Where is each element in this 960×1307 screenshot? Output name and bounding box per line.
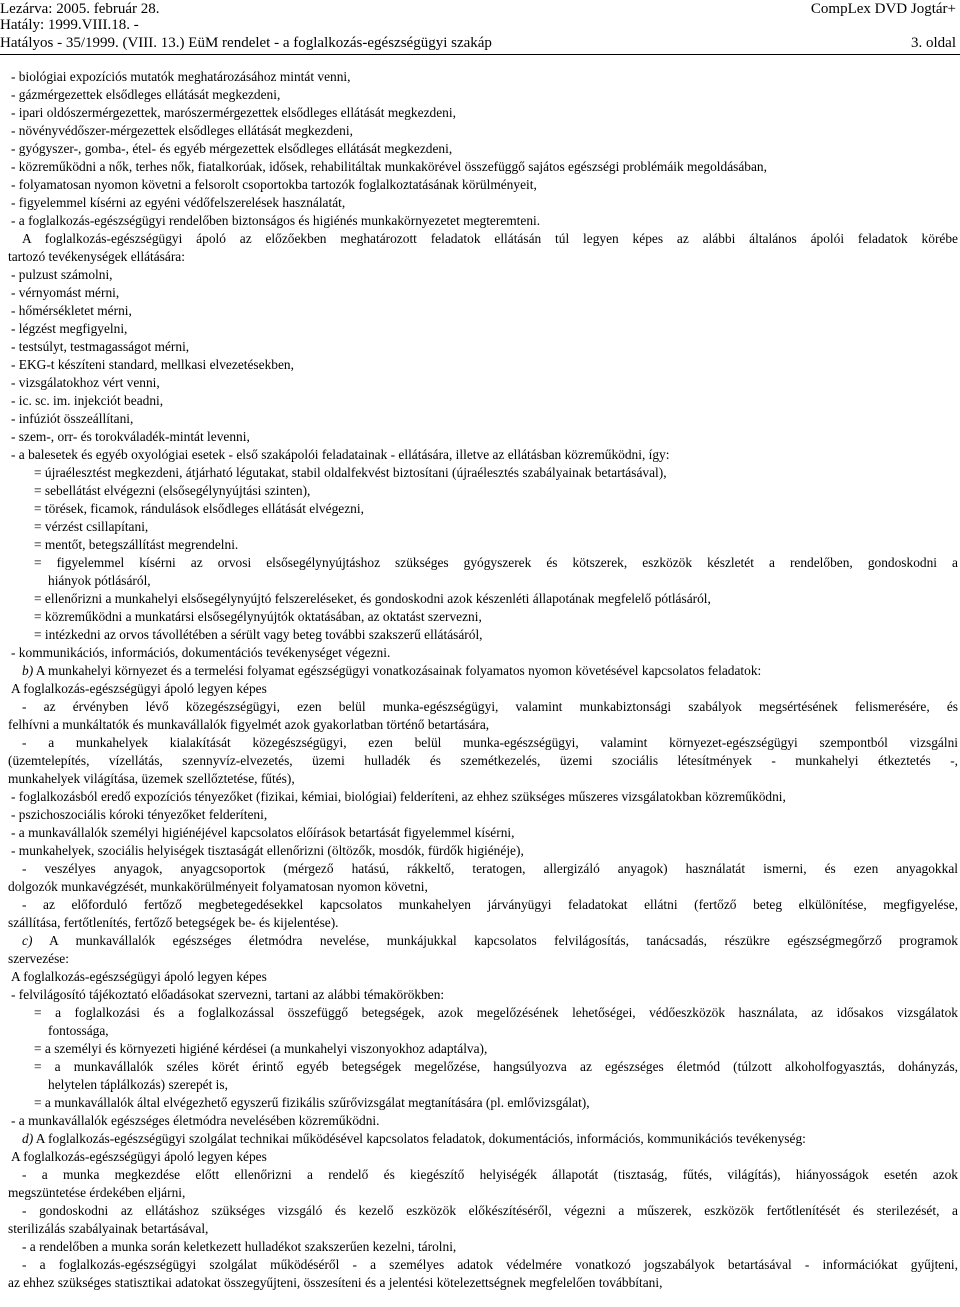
text-line: az ehhez szükséges statisztikai adatokat összegyűjteni, összesíteni és a jelentési kötelezettségnek megfelelően továbbítani, [8, 1275, 663, 1290]
text-line: - a munka megkezdése előtt ellenőrizni a rendelő és kiegészítő helyiségék állapotát (tisztaság, fűtés, világítás), hiányosságok esetén azok [22, 1167, 958, 1182]
text-line: - a rendelőben a munka során keletkezett hulladékot szakszerűen kezelni, tárolni, [22, 1239, 457, 1254]
section-letter: d) [22, 1131, 34, 1146]
text-line: = mentőt, betegszállítást megrendelni. [34, 537, 239, 552]
text-line: = törések, ficamok, rándulások elsődleges ellátását elvégezni, [34, 501, 364, 516]
text-line: hiányok pótlásáról, [48, 573, 151, 588]
text-line: - gondoskodni az ellátáshoz szükséges vizsgáló és kezelő eszközök előkészítéséről, végezni a műszerek, eszközök fertőtlenítését és sterilezését, a [22, 1203, 958, 1218]
text-line: - ic. sc. im. injekciót beadni, [11, 393, 164, 408]
text-line: sterilizálás szabályainak betartásával, [8, 1221, 209, 1236]
text-line: - folyamatosan nyomon követni a felsorolt csoportokba tartozók foglalkoztatásának körülményeit, [11, 177, 537, 192]
text-line: - közreműködni a nők, terhes nők, fiatalkorúak, idősek, rehabilitáltak munkakörével összefüggő sajátos egészségi problémáik megoldásában, [11, 159, 767, 174]
text-line: - kommunikációs, információs, dokumentációs tevékenységet végezni. [11, 645, 391, 660]
text-line: - a munkahelyek kialakítását közegészségügyi, ezen belül munka-egészségügyi, valamint környezet-egészségügyi szempontból vizsgálni [22, 735, 958, 750]
text-line: A foglalkozás-egészségügyi ápoló az előzőekben meghatározott feladatok ellátásán túl legyen képes az alábbi általános ápolói feladatok körébe [22, 231, 958, 246]
text-line: szervezése: [8, 951, 69, 966]
text-line: - vizsgálatokhoz vért venni, [11, 375, 160, 390]
text-line: - a balesetek és egyéb oxyológiai esetek - első szakápolói feladatainak - ellátására, illetve az ellátásban közreműködni, így: [11, 447, 670, 462]
text-line: - növényvédőszer-mérgezettek elsődleges ellátását megkezdeni, [11, 123, 353, 138]
text-line: - veszélyes anyagok, anyagcsoportok (mérgező hatású, rákkeltő, teratogen, allergizáló anyagok) használatát ismerni, és ezen anyagokkal [22, 861, 958, 876]
text-line: = a személyi és környezeti higiéné kérdései (a munkahelyi viszonyokhoz adaptálva), [34, 1041, 488, 1056]
text-line: = közreműködni a munkatársi elsősegélynyújtók oktatásában, az oktatást szervezni, [34, 609, 482, 624]
text-line: szállítása, fertőtlenítés, fertőző betegségek be- és kijelentése). [8, 915, 339, 930]
text-line: - testsúlyt, testmagasságot mérni, [11, 339, 190, 354]
text-line: - hőmérsékletet mérni, [11, 303, 132, 318]
text-line: = a munkavállalók által elvégezhető egyszerű fizikális szűrővizsgálat megtanítására (pl. emlővizsgálat), [34, 1095, 590, 1110]
text-line: - biológiai expozíciós mutatók meghatározásához mintát venni, [11, 69, 351, 84]
text-line: - felvilágosító tájékoztató előadásokat szervezni, tartani az alábbi témakörökben: [11, 987, 445, 1002]
section-letter: b) [22, 663, 34, 678]
text-line: - az előforduló fertőző megbetegedésekkel kapcsolatos munkahelyen járványügyi feladatokat ellátni (fertőző beteg elkülönítése, megfigyelése, [22, 897, 958, 912]
text-line: dolgozók munkavégzését, munkakörülményeit folyamatosan nyomon követni, [8, 879, 428, 894]
text-line: d) A foglalkozás-egészségügyi szolgálat technikai működésével kapcsolatos feladatok, dokumentációs, információs, kommunikációs tevékenység: [22, 1131, 806, 1146]
section-letter: c) [22, 933, 33, 948]
text-line: = a foglalkozási és a foglalkozással összefüggő betegségek, azok megelőzésének lehetőségei, védőeszközök használata, az idősakos vizsgálatok [34, 1005, 958, 1020]
text-line: felhívni a munkáltatók és munkavállalók figyelmét azok gyakorlatban történő betartására, [8, 717, 490, 732]
text-line: megszüntetése érdekében eljárni, [8, 1185, 186, 1200]
text-line: - vérnyomást mérni, [11, 285, 120, 300]
effective-period: Hatály: 1999.VIII.18. - [0, 17, 139, 33]
text-line: - pulzust számolni, [11, 267, 113, 282]
text-line: - gyógyszer-, gomba-, étel- és egyéb mérgezettek elsődleges ellátását megkezdeni, [11, 141, 453, 156]
regulation-title: Hatályos - 35/1999. (VIII. 13.) EüM rendelet - a foglalkozás-egészségügyi szakáp [0, 35, 492, 51]
text-line: - foglalkozásból eredő expozíciós tényezőket (fizikai, kémiai, biológiai) felderíteni, az ehhez szükséges műszeres vizsgálatokban közreműködni, [11, 789, 786, 804]
text-line: = a munkavállalók széles körét érintő egyéb betegségek megelőzése, hangsúlyozva az egészséges életmód (túlzott alkoholfogyasztás, dohányzás, [34, 1059, 958, 1074]
text-line: - a munkavállalók személyi higiénéjével kapcsolatos előírások betartását figyelemmel kísérni, [11, 825, 515, 840]
text-line: fontossága, [48, 1023, 109, 1038]
text-line: - légzést megfigyelni, [11, 321, 128, 336]
closing-date: Lezárva: 2005. február 28. [0, 1, 160, 17]
text-line: = figyelemmel kísérni az orvosi elsősegélynyújtáshoz szükséges gyógyszerek és kötszerek, eszközök készletét a rendelőben, gondoskodni a [34, 555, 958, 570]
text-line: tartozó tevékenységek ellátására: [8, 249, 185, 264]
text-line: = sebellátást elvégezni (elsősegélynyújtási szinten), [34, 483, 311, 498]
text-line: = intézkedni az orvos távollétében a sérült vagy beteg további szakszerű ellátásáról, [34, 627, 483, 642]
text-line: - gázmérgezettek elsődleges ellátását megkezdeni, [11, 87, 281, 102]
text-line: - szem-, orr- és torokváladék-mintát levenni, [11, 429, 250, 444]
text-line: - az érvényben lévő közegészségügyi, ezen belül munka-egészségügyi, valamint munkabiztonsági szabályok megsértésének felismerésére, és [22, 699, 958, 714]
text-line: A foglalkozás-egészségügyi ápoló legyen képes [11, 681, 267, 696]
text-line: helytelen táplálkozás) szerepét is, [48, 1077, 228, 1092]
text-line: - a foglalkozás-egészségügyi rendelőben biztonságos és higiénés munkakörnyezetet megteremteni. [11, 213, 541, 228]
page-number: 3. oldal [911, 35, 956, 51]
text-line: A foglalkozás-egészségügyi ápoló legyen képes [11, 1149, 267, 1164]
text-line: - a munkavállalók egészséges életmódra nevelésében közreműködni. [11, 1113, 380, 1128]
document-header [0, 0, 960, 55]
product-name: CompLex DVD Jogtár+ [810, 1, 956, 17]
text-line: - munkahelyek, szociális helyiségek tisztaságát ellenőrizni (öltözők, mosdók, fürdők higiénéje), [11, 843, 524, 858]
text-line: - figyelemmel kísérni az egyéni védőfelszerelések használatát, [11, 195, 346, 210]
text-line: A foglalkozás-egészségügyi ápoló legyen képes [11, 969, 267, 984]
text-line: = újraélesztést megkezdeni, átjárható légutakat, stabil oldalfekvést biztosítani (újraélesztés szabályainak betartásával), [34, 465, 667, 480]
text-line: - a foglalkozás-egészségügyi szolgálat működéséről - a személyes adatok védelmére vonatkozó jogszabályok betartásával - információkat gyűjteni, [22, 1257, 958, 1272]
text-line: = ellenőrizni a munkahelyi elsősegélynyújtó felszereléseket, és gondoskodni azok készenléti állapotának megfelelő pótlásáról, [34, 591, 711, 606]
text-line: = vérzést csillapítani, [34, 519, 149, 534]
text-line: - EKG-t készíteni standard, mellkasi elvezetésekben, [11, 357, 294, 372]
text-line: munkahelyek világítása, üzemek szellőztetése, fűtés), [8, 771, 295, 786]
text-line: - infúziót összeállítani, [11, 411, 134, 426]
text-line: - ipari oldószermérgezettek, marószermérgezettek elsődleges ellátását megkezdeni, [11, 105, 456, 120]
text-line: (üzemtelepítés, vízellátás, szennyvíz-elvezetés, üzemi hulladék és szemétkezelés, üzemi szociális létesítmények - munkahelyi étkeztetés -, [8, 753, 958, 768]
text-line: b) A munkahelyi környezet és a termelési folyamat egészségügyi vonatkozásainak folyamatos nyomon követésével kapcsolatos feladatok: [22, 663, 762, 678]
text-line: - pszichoszociális kóroki tényezőket felderíteni, [11, 807, 268, 822]
text-line: c) A munkavállalók egészséges életmódra nevelése, munkájukkal kapcsolatos felvilágosítás, tanácsadás, részükre egészségmegőrző programok [22, 933, 958, 948]
document-body [8, 68, 958, 1292]
